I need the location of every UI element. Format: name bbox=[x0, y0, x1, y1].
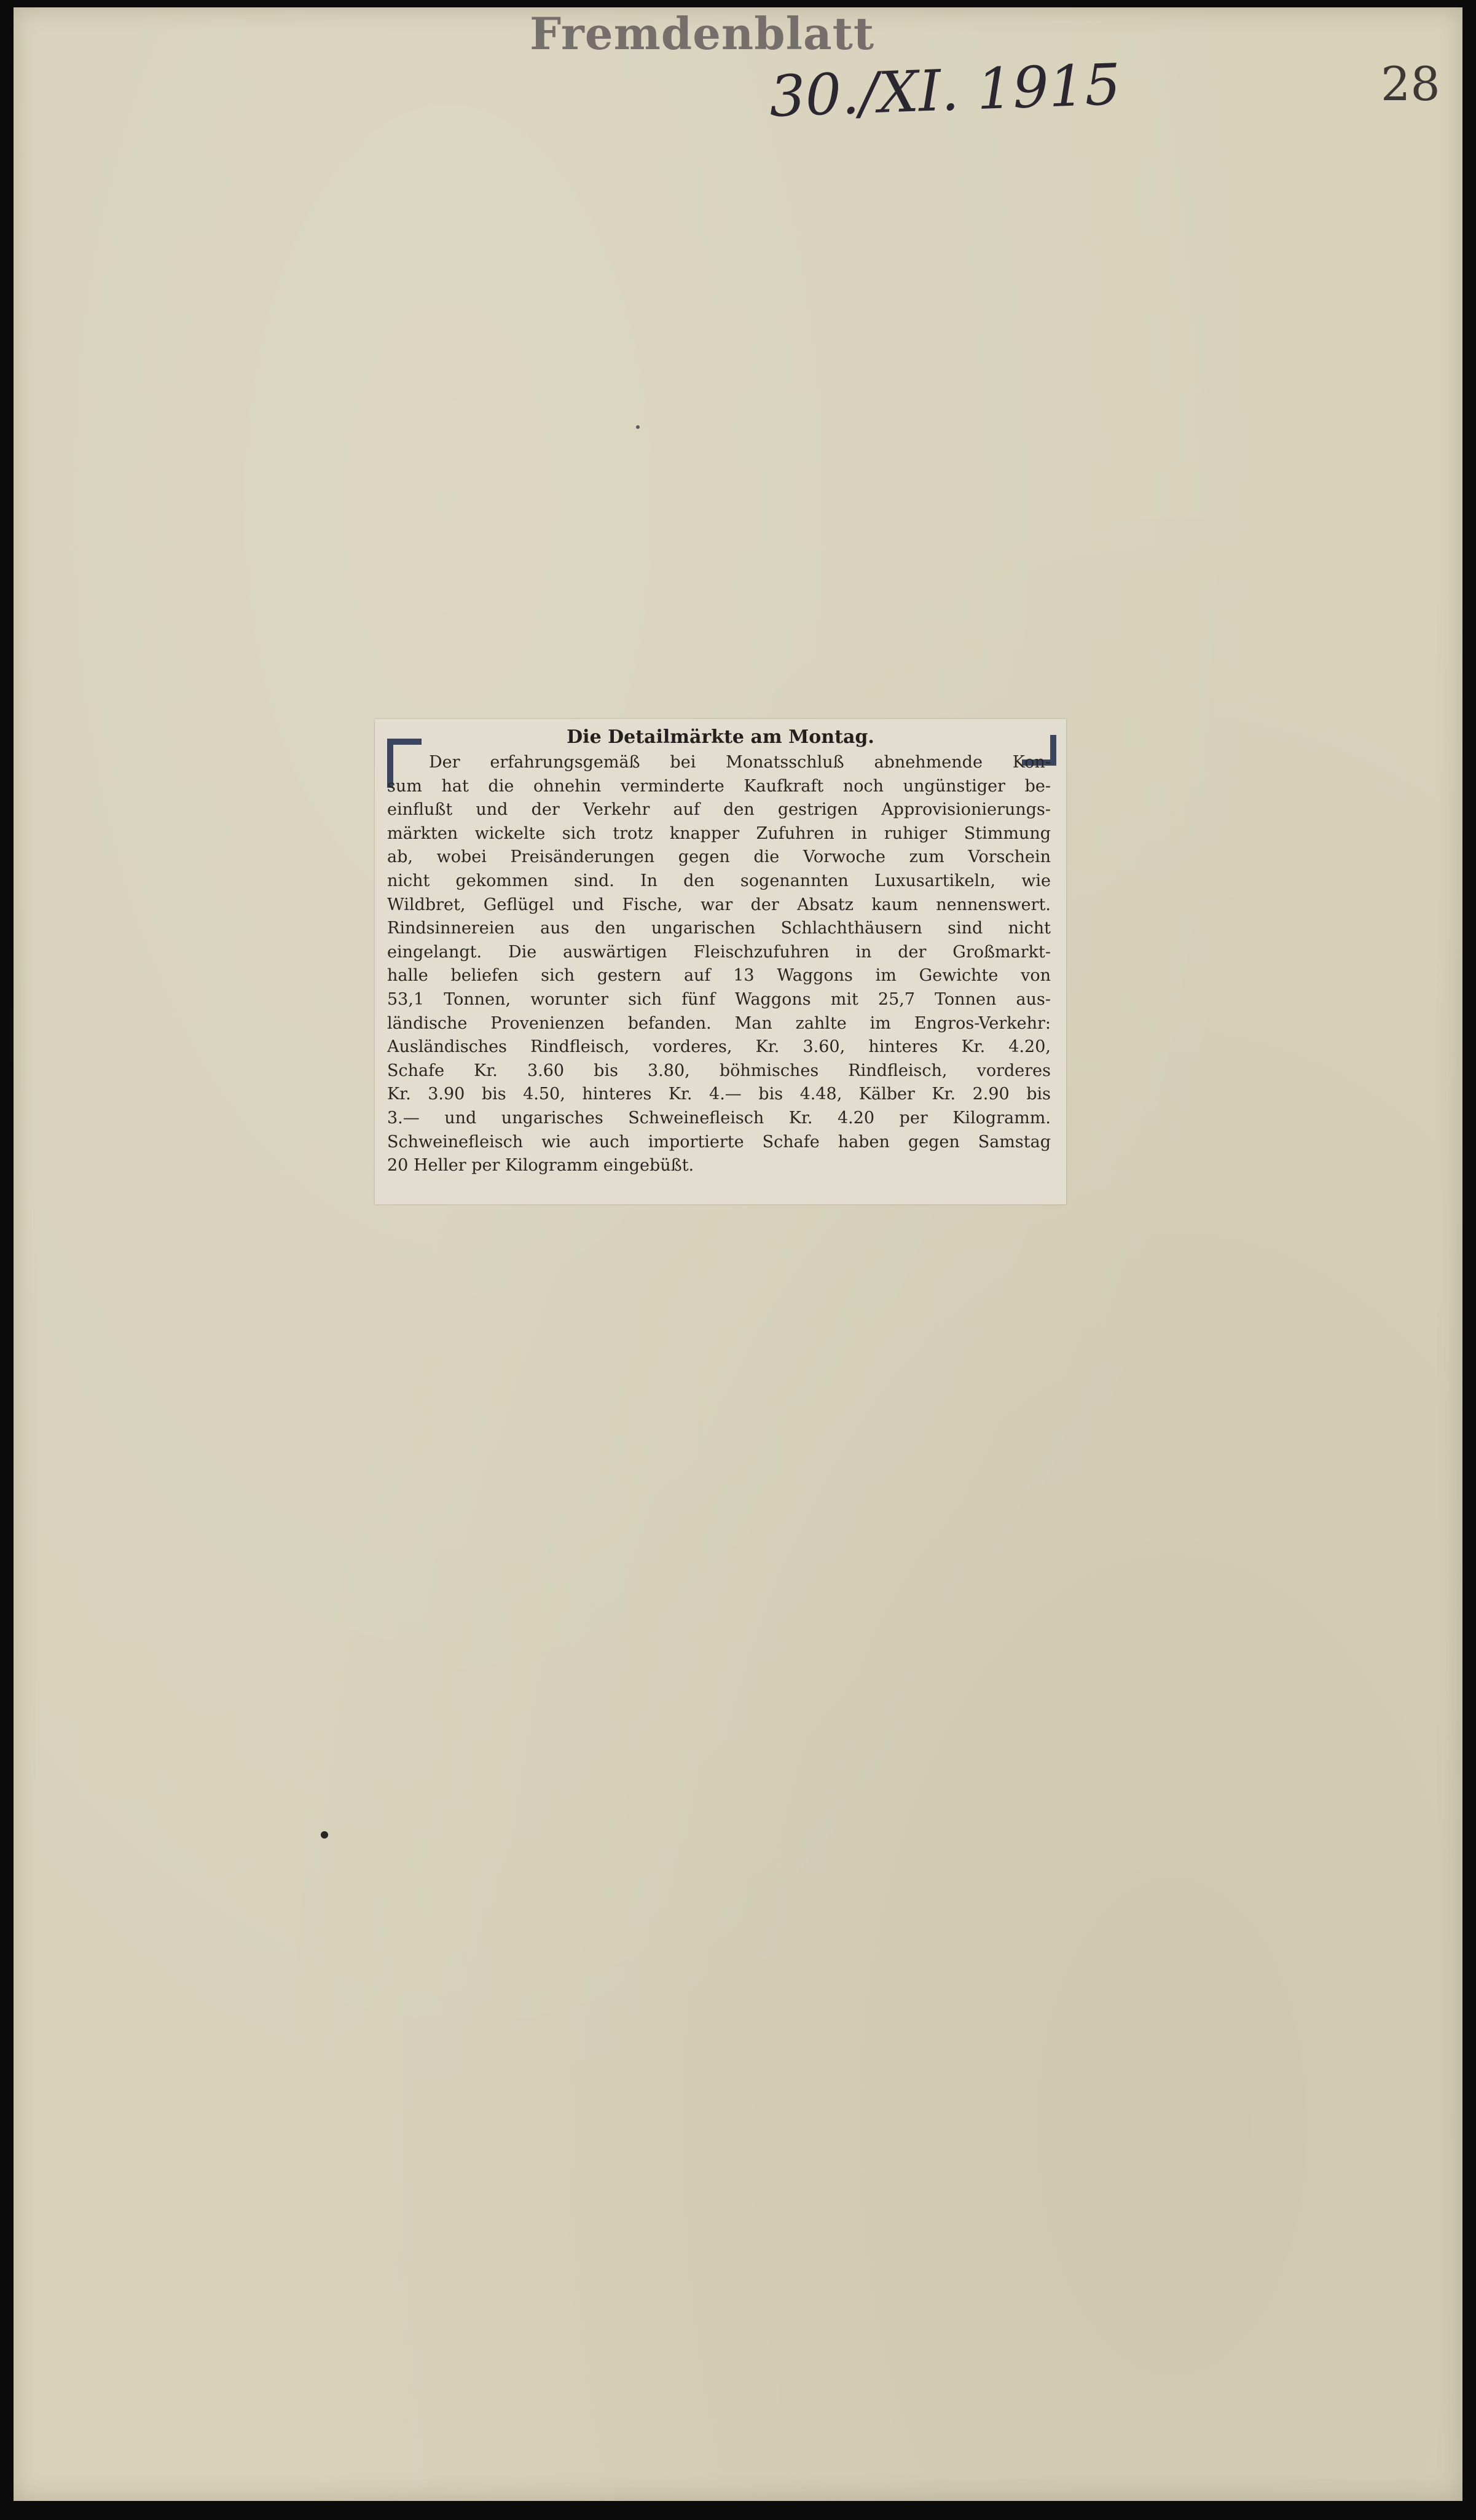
article-line: Ausländisches Rindfleisch, vorderes, Kr. 3.60, hinteres Kr. 4.20, bbox=[387, 1037, 1051, 1057]
article-line: halle beliefen sich gestern auf 13 Waggons im Gewichte von bbox=[387, 966, 1051, 986]
article-line: Rindsinnereien aus den ungarischen Schlachthäusern sind nicht bbox=[387, 919, 1051, 938]
article-line: sum hat die ohnehin verminderte Kaufkraft noch ungünstiger be- bbox=[387, 776, 1051, 796]
article-line: Kr. 3.90 bis 4.50, hinteres Kr. 4.— bis 4.48, Kälber Kr. 2.90 bis bbox=[387, 1085, 1051, 1104]
article-line: nicht gekommen sind. In den sogenannten Luxusartikeln, wie bbox=[387, 871, 1051, 890]
newspaper-clipping bbox=[375, 719, 1066, 1204]
article-line: ländische Provenienzen befanden. Man zahlte im Engros-Verkehr: bbox=[387, 1013, 1051, 1033]
article-line: 53,1 Tonnen, worunter sich fünf Waggons mit 25,7 Tonnen aus- bbox=[387, 989, 1051, 1009]
article-line: 20 Heller per Kilogramm eingebüßt. bbox=[387, 1156, 694, 1176]
clipping-headline: Die Detailmärkte am Montag. bbox=[567, 726, 874, 748]
article-line: Schweinefleisch wie auch importierte Schafe haben gegen Samstag bbox=[387, 1132, 1051, 1152]
archive-sheet bbox=[14, 7, 1462, 2501]
paper-speck bbox=[636, 425, 640, 429]
article-line: Schafe Kr. 3.60 bis 3.80, böhmisches Rindfleisch, vorderes bbox=[387, 1061, 1051, 1080]
clipping-article bbox=[387, 751, 1051, 1178]
article-line: Wildbret, Geflügel und Fische, war der Absatz kaum nennenswert. bbox=[387, 895, 1051, 914]
paper-speck bbox=[321, 1831, 328, 1839]
article-line: eingelangt. Die auswärtigen Fleischzufuhren in der Großmarkt- bbox=[387, 942, 1051, 962]
article-line: ab, wobei Preisänderungen gegen die Vorwoche zum Vorschein bbox=[387, 847, 1051, 867]
article-line: märkten wickelte sich trotz knapper Zufuhren in ruhiger Stimmung bbox=[387, 823, 1051, 843]
article-line: einflußt und der Verkehr auf den gestrigen Approvisionierungs- bbox=[387, 800, 1051, 820]
article-line: Der erfahrungsgemäß bei Monatsschluß abnehmende Kon- bbox=[429, 753, 1051, 772]
page-number: 28 bbox=[1381, 57, 1440, 111]
handwritten-date: 30./XI. 1915 bbox=[768, 52, 1122, 130]
newspaper-stamp: Fremdenblatt bbox=[530, 7, 875, 60]
article-line: 3.— und ungarisches Schweinefleisch Kr. 4.20 per Kilogramm. bbox=[387, 1108, 1051, 1128]
